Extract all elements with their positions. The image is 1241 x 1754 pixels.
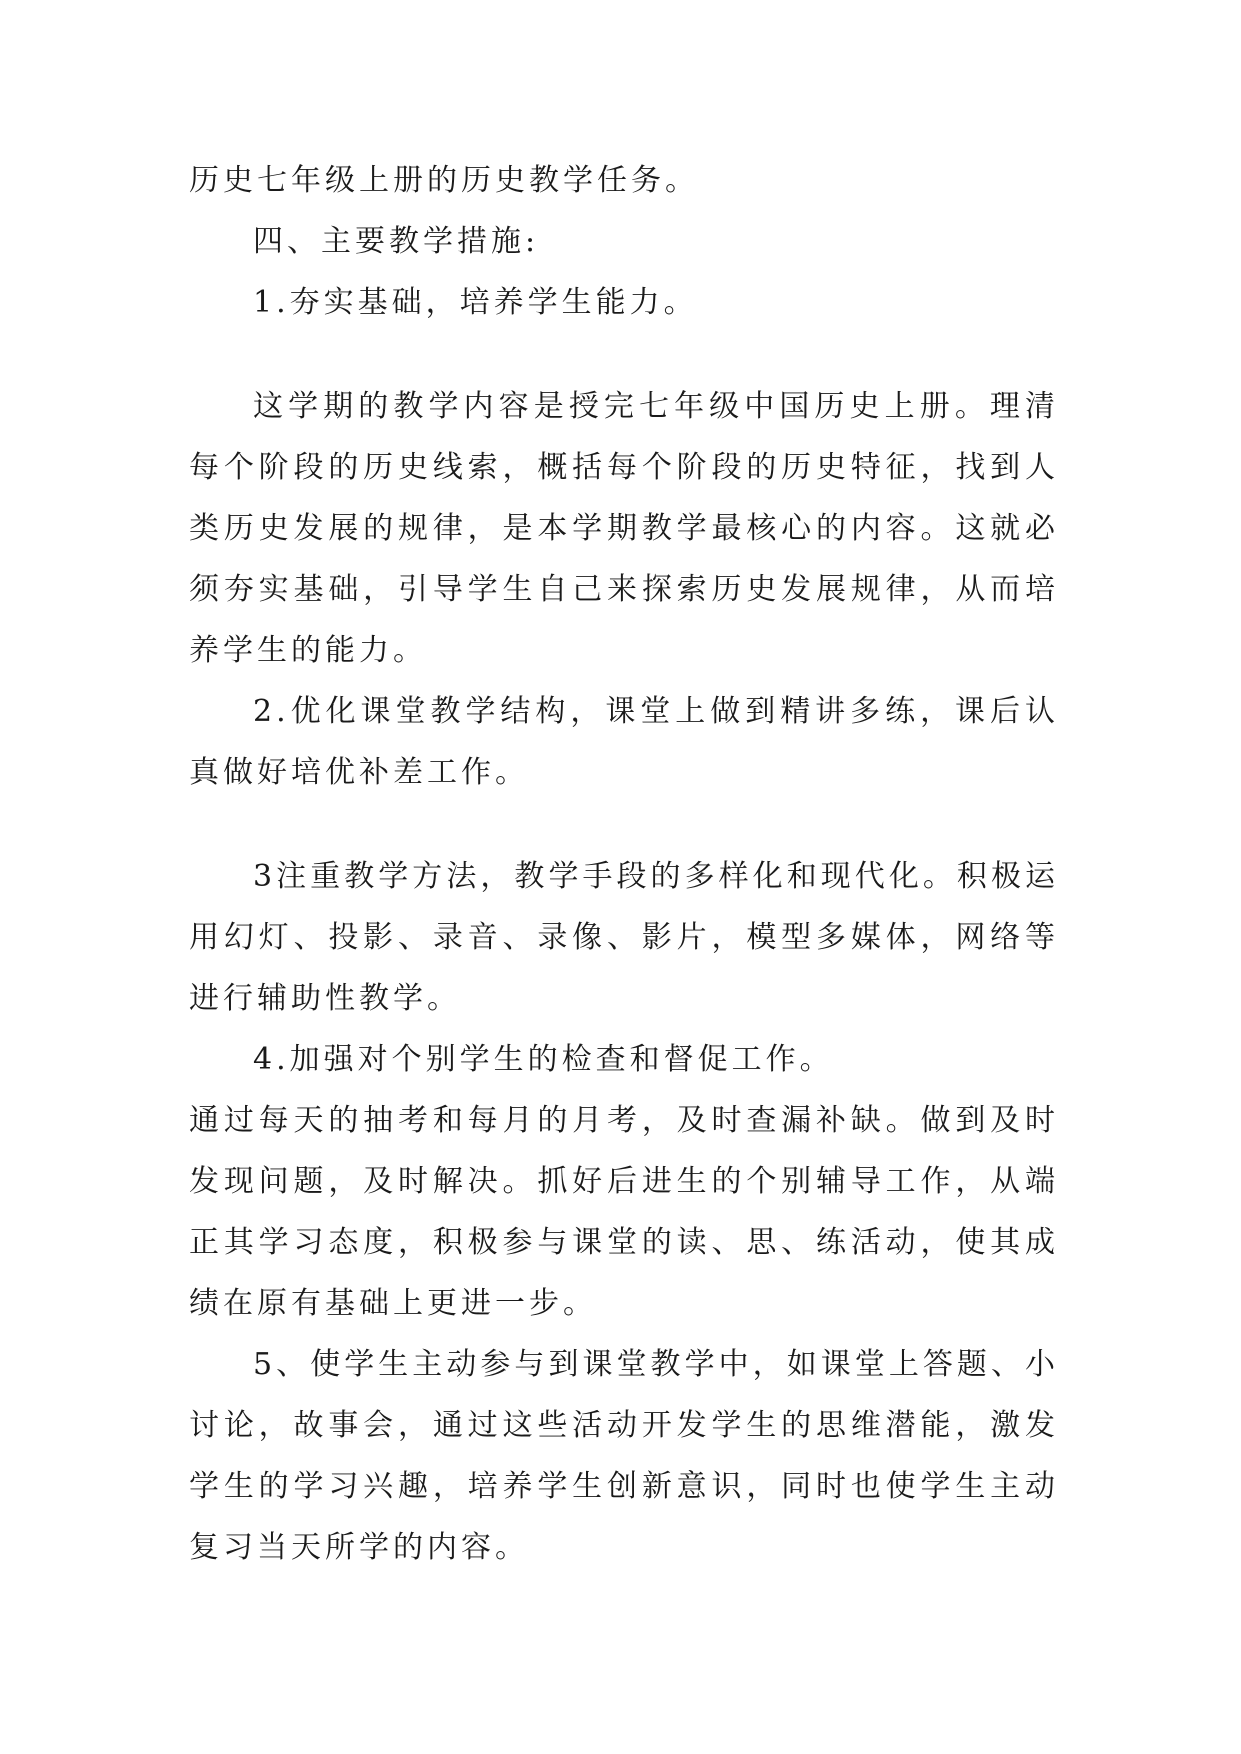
paragraph-task-continuation: 历史七年级上册的历史教学任务。 bbox=[189, 163, 699, 198]
measure-3: 3注重教学方法，教学手段的多样化和现代化。积极运用幻灯、投影、录音、录像、影片，模型多媒体，网络等进行辅助性教学。 bbox=[189, 859, 1059, 1016]
measure-2: 2.优化课堂教学结构，课堂上做到精讲多练，课后认真做好培优补差工作。 bbox=[189, 694, 1059, 790]
measure-4-body: 通过每天的抽考和每月的月考，及时查漏补缺。做到及时发现问题，及时解决。抓好后进生的个别辅导工作，从端正其学习态度，积极参与课堂的读、思、练活动，使其成绩在原有基础上更进一步。 bbox=[189, 1103, 1059, 1321]
measure-5: 5、使学生主动参与到课堂教学中，如课堂上答题、小讨论，故事会，通过这些活动开发学生的思维潜能，激发学生的学习兴趣，培养学生创新意识，同时也使学生主动复习当天所学的内容。 bbox=[189, 1347, 1059, 1565]
measure-1-heading: 1.夯实基础，培养学生能力。 bbox=[253, 285, 698, 320]
measure-4-heading: 4.加强对个别学生的检查和督促工作。 bbox=[253, 1042, 834, 1077]
document-body bbox=[189, 150, 1059, 1578]
measure-1-body: 这学期的教学内容是授完七年级中国历史上册。理清每个阶段的历史线索，概括每个阶段的历史特征，找到人类历史发展的规律，是本学期教学最核心的内容。这就必须夯实基础，引导学生自己来探索历史发展规律，从而培养学生的能力。 bbox=[189, 389, 1059, 668]
section-heading-teaching-measures: 四、主要教学措施: bbox=[253, 224, 540, 259]
